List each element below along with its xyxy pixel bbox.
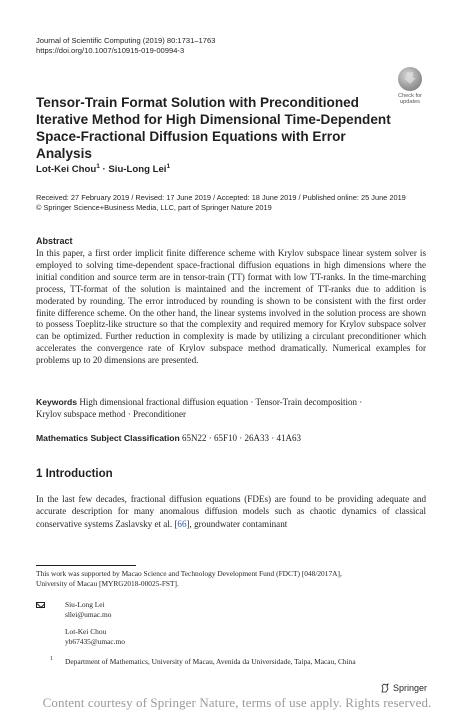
check-for-updates-badge[interactable]: [392, 67, 428, 111]
intro-paragraph-tail: ], groundwater contaminant: [186, 518, 288, 529]
funding-note-line2: University of Macau [MYRG2018-00025-FST].: [36, 579, 179, 588]
citation-link[interactable]: 66: [177, 518, 187, 529]
abstract-text: In this paper, a first order implicit finite difference scheme with Krylov subspace linear system solver is employed to solving time-dependent space-fractional diffusion equations in high dimensions where the initial condition and source term are in tensor-train (TT) format with low TT-ranks. In the time-marching process, TT-format of the solution is maintained and the increment of TT-ranks due to addition is moderated by rounding. The error introduced by rounding is shown to be consistent with the first order finite difference scheme. On the other hand, the linear systems involved in the solution process are shown to possess Toeplitz-like structure so that the complexity and required memory for Krylov subspace solver can be optimized. Further reduction in complexity is made by utilizing a circulant preconditioner which accelerates the convergence rate of Krylov subspace method dramatically. Numerical examples for problems up to 20 dimensions are presented.: [36, 248, 426, 366]
affiliation-marker: 1: [96, 163, 100, 170]
introduction-text: [36, 493, 426, 530]
content-courtesy-watermark: Content courtesy of Springer Nature, terms of use apply. Rights reserved.: [42, 695, 432, 710]
coauthor-name: Lot-Kei Chou: [65, 627, 107, 636]
msc-codes: 65N22 · 65F10 · 26A33 · 41A63: [182, 433, 301, 443]
msc-label: Mathematics Subject Classification: [36, 433, 180, 443]
keywords-list: High dimensional fractional diffusion equation · Tensor-Train decomposition ·: [79, 397, 363, 407]
affiliation-number: 1: [50, 656, 53, 662]
section-heading: 1 Introduction: [36, 468, 113, 480]
author-name[interactable]: Lot-Kei Chou: [36, 164, 97, 176]
footnote-divider: [36, 565, 136, 566]
copyright-notice: © Springer Science+Business Media, LLC, part of Springer Nature 2019: [36, 203, 272, 212]
envelope-icon: [36, 602, 45, 608]
author-list: [36, 163, 170, 175]
badge-label-line1: Check for: [398, 93, 422, 99]
keywords: [36, 396, 362, 408]
publisher-name: Springer: [393, 683, 428, 693]
keywords-label: Keywords: [36, 397, 78, 407]
journal-citation: Journal of Scientific Computing (2019) 80:1731–1763: [36, 36, 216, 45]
keywords-continued: Krylov subspace method · Preconditioner: [36, 409, 186, 419]
intro-paragraph: In the last few decades, fractional diffusion equations (FDEs) are found to be providing adequate and accurate description for many anomalous diffusion models such as chaotic dynamics of classical conservative systems Zaslavsky et al. [: [36, 494, 426, 529]
update-check-icon: [398, 67, 422, 91]
author-separator: ·: [99, 164, 109, 176]
publication-dates: Received: 27 February 2019 / Revised: 17 June 2019 / Accepted: 18 June 2019 / Published online: 25 June 2019: [36, 193, 406, 202]
author-name[interactable]: Siu-Long Lei: [108, 164, 167, 176]
publisher-logo: [380, 683, 427, 693]
springer-horse-icon: [380, 683, 390, 693]
doi-link[interactable]: https://doi.org/10.1007/s10915-019-00994-3: [36, 46, 185, 55]
coauthor-email[interactable]: yb67435@umac.mo: [65, 637, 125, 646]
abstract-heading: Abstract: [36, 236, 73, 246]
affiliation-text: Department of Mathematics, University of Macau, Avenida da Universidade, Taipa, Macau, China: [65, 657, 356, 666]
paper-title: Tensor-Train Format Solution with Preconditioned Iterative Method for High Dimensional Time-Dependent Space-Fractional Diffusion Equations with Error Analysis: [36, 95, 391, 161]
msc-classification: [36, 432, 301, 444]
corresponding-author-email[interactable]: sllei@umac.mo: [65, 610, 112, 619]
funding-note-line1: This work was supported by Macao Science and Technology Development Fund (FDCT) [048/2017A],: [36, 569, 342, 578]
badge-label-line2: updates: [400, 99, 420, 105]
affiliation-marker: 1: [166, 163, 171, 170]
corresponding-author-name: Siu-Long Lei: [65, 600, 105, 609]
